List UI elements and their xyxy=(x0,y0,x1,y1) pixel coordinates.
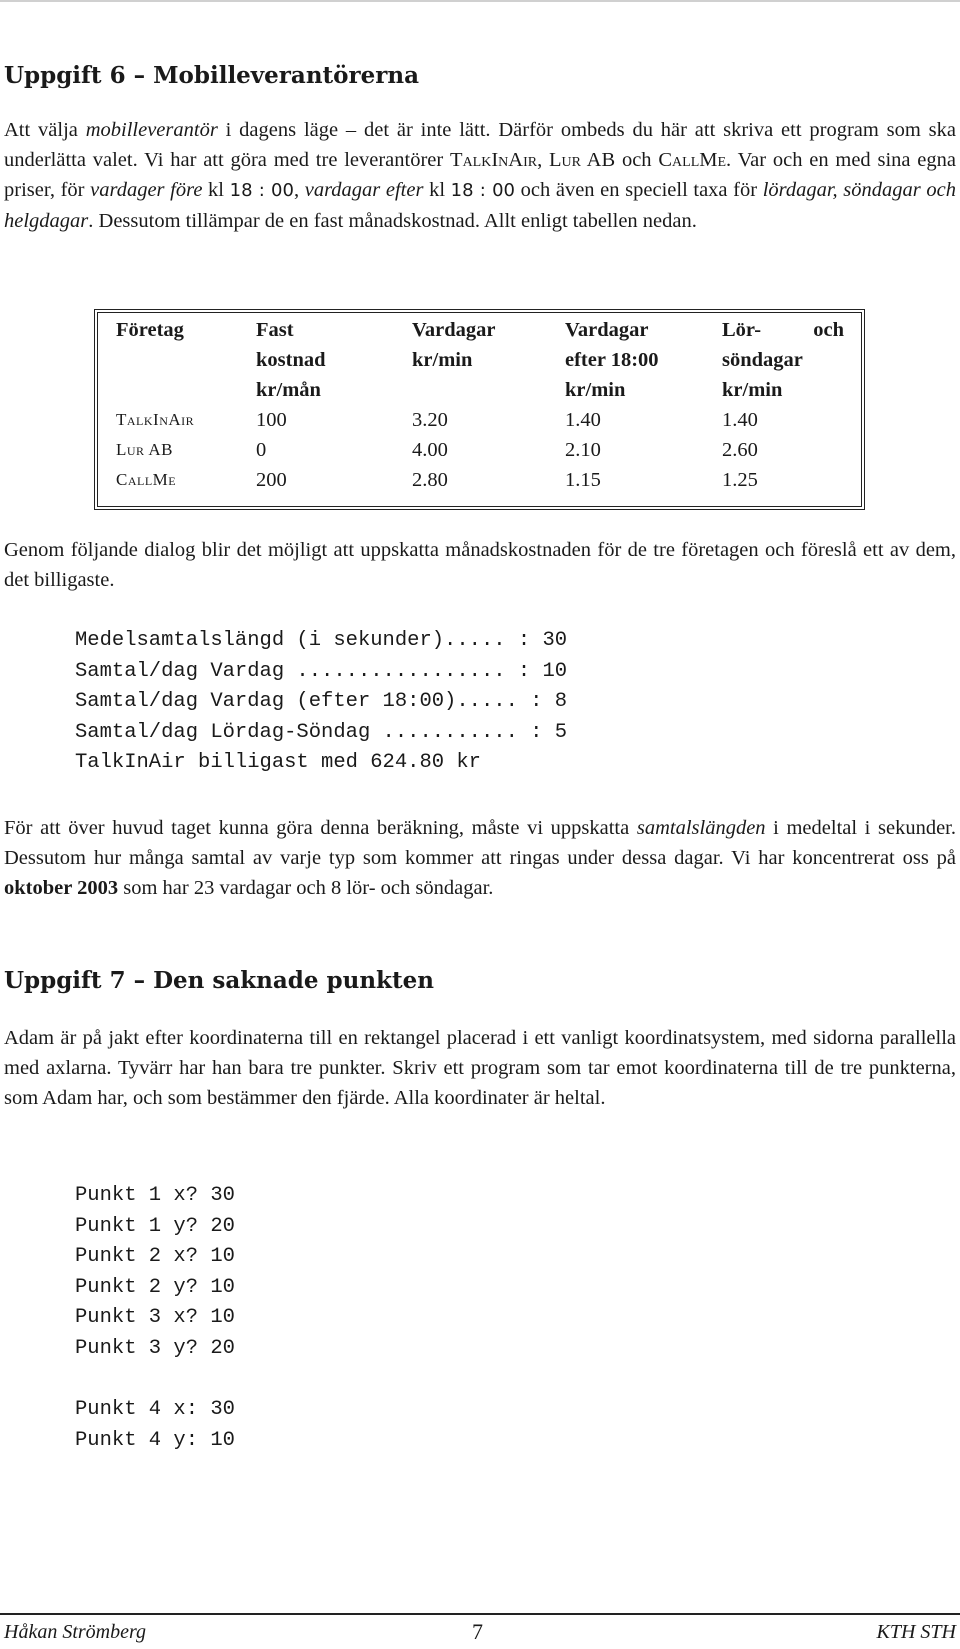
task6-closing xyxy=(4,813,956,903)
dialog-line: Punkt 3 y? 20 xyxy=(75,1336,235,1360)
intro-text: Att välja xyxy=(4,119,86,141)
dialog-line: Samtal/dag Vardag ................. : 10 xyxy=(75,659,568,683)
header-weekend: Lör- och söndagar kr/min xyxy=(722,319,844,401)
table-row xyxy=(98,405,861,435)
dialog-line: Punkt 4 x: 30 xyxy=(75,1398,235,1421)
intro-text: . Dessutom tillämpar de en fast månadskostnad. Allt enligt tabellen nedan. xyxy=(88,210,697,232)
cell-weekend: 1.25 xyxy=(722,469,758,491)
footer-author: Håkan Strömberg xyxy=(4,1621,147,1643)
cell-evening: 1.15 xyxy=(565,469,601,491)
header-evening: Vardagar efter 18:00 kr/min xyxy=(565,319,659,401)
task6-intro xyxy=(4,115,956,236)
dialog-line: Punkt 1 y? 20 xyxy=(75,1214,235,1238)
task6-heading: Uppgift 6 – Mobilleverantörerna xyxy=(4,62,420,89)
intro-text: , xyxy=(537,149,550,171)
intro-text: och xyxy=(615,149,659,171)
cell-weekday: 3.20 xyxy=(412,409,448,431)
intro-emphasis: vardagar efter xyxy=(304,179,424,201)
cell-weekend: 2.60 xyxy=(722,439,758,461)
closing-emphasis: samtalslängden xyxy=(636,817,766,839)
footer-school: KTH STH xyxy=(876,1621,956,1643)
intro-text: i dagens läge – det är inte lätt. Därför ombeds du här att skriva ett program som ska underlätta valet. Vi har att göra med tre leverantörer xyxy=(4,119,956,171)
cell-evening: 1.40 xyxy=(565,409,601,431)
cell-company: TalkInAir xyxy=(116,410,195,429)
intro-text: kl xyxy=(423,179,451,201)
table-row xyxy=(98,465,861,495)
intro-text: och även en speciell taxa för xyxy=(515,179,763,201)
header-company: Företag xyxy=(116,319,184,341)
task6-after-table: Genom följande dialog blir det möjligt att uppskatta månadskostnaden för de tre företagen och föreslå ett av dem, det billigaste. xyxy=(4,539,956,591)
task7-text: Adam är på jakt efter koordinaterna till en rektangel placerad i ett vanligt koordinatsystem, med sidorna parallella med axlarna. Tyvärr har han bara tre punkter. Skriv ett program som tar emot koordinaterna till de tre punkterna, som Adam har, och som bestämmer den fjärde. Alla koordinater är heltal. xyxy=(4,1027,956,1109)
dialog-line: Punkt 2 y? 10 xyxy=(75,1275,235,1299)
cell-weekday: 4.00 xyxy=(412,439,448,461)
dialog-line: TalkInAir billigast med 624.80 kr xyxy=(75,751,481,774)
header-fixed: Fast kostnad kr/mån xyxy=(256,319,326,401)
price-table-header-row xyxy=(98,313,861,405)
top-rule xyxy=(0,0,960,2)
task7-dialog-output xyxy=(75,1395,235,1456)
intro-emphasis: vardager före xyxy=(90,179,203,201)
header-weekday: Vardagar kr/min xyxy=(412,319,496,371)
cell-evening: 2.10 xyxy=(565,439,601,461)
intro-text: , xyxy=(293,179,305,201)
dialog-line: Medelsamtalslängd (i sekunder)..... : 30 xyxy=(75,629,568,652)
dialog-line: Samtal/dag Lördag-Söndag ........... : 5 xyxy=(75,720,568,744)
dialog-line: Punkt 2 x? 10 xyxy=(75,1245,235,1268)
cell-fixed: 100 xyxy=(256,409,287,431)
cell-company: CallMe xyxy=(116,470,177,489)
intro-text: . Var och en med sina egna priser, för xyxy=(4,149,956,201)
task7-dialog-input xyxy=(75,1181,235,1364)
intro-text: kl xyxy=(202,179,230,201)
closing-text: i medeltal i sekunder. Dessutom hur många samtal av varje typ som kommer att ringas under dessa dagar. Vi har koncentrerat oss på xyxy=(4,817,956,869)
dialog-line: Punkt 4 y: 10 xyxy=(75,1428,235,1452)
intro-emphasis: lördagar, söndagar och helgdagar xyxy=(4,179,956,232)
cell-company: Lur AB xyxy=(116,440,173,459)
dialog-line: Punkt 3 x? 10 xyxy=(75,1306,235,1329)
closing-bold: oktober 2003 xyxy=(4,877,119,899)
company-name: TalkInAir xyxy=(450,149,538,171)
intro-emphasis: mobilleverantör xyxy=(85,119,218,141)
table-row xyxy=(98,435,861,465)
company-name: CallMe xyxy=(658,149,727,171)
footer-page-number: 7 xyxy=(472,1619,483,1644)
task6-dialog xyxy=(75,626,567,779)
task7-heading: Uppgift 7 – Den saknade punkten xyxy=(4,967,434,994)
price-table xyxy=(94,309,865,510)
closing-text: För att över huvud taget kunna göra denna beräkning, måste vi uppskatta xyxy=(4,817,637,839)
company-name: Lur AB xyxy=(549,149,616,171)
time-value: 18 : 00 xyxy=(450,180,515,201)
price-table-grid xyxy=(98,313,861,495)
cell-fixed: 200 xyxy=(256,469,287,491)
dialog-line: Punkt 1 x? 30 xyxy=(75,1184,235,1207)
cell-weekend: 1.40 xyxy=(722,409,758,431)
cell-weekday: 2.80 xyxy=(412,469,448,491)
footer-rule xyxy=(0,1613,960,1615)
time-value: 18 : 00 xyxy=(229,180,294,201)
cell-fixed: 0 xyxy=(256,439,267,461)
dialog-line: Samtal/dag Vardag (efter 18:00)..... : 8 xyxy=(75,690,568,713)
closing-text: som har 23 vardagar och 8 lör- och söndagar. xyxy=(118,877,494,899)
